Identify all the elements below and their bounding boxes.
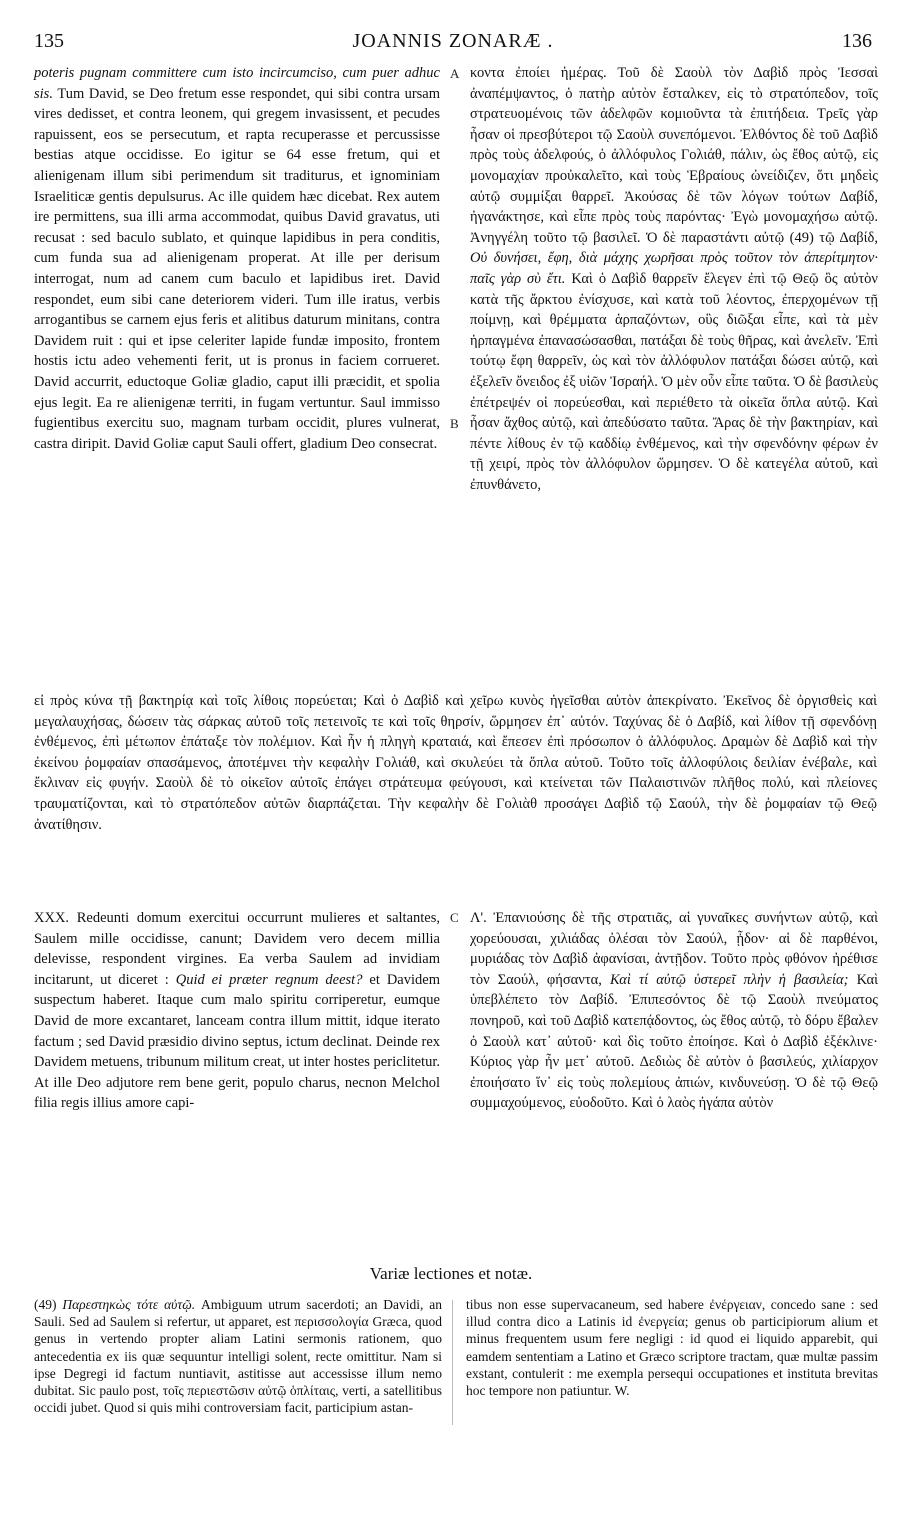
margin-marker-a: A	[450, 66, 460, 81]
note-left-text: Ambiguum utrum sacerdoti; an Davidi, an Sauli. Sed ad Saulem si refertur, ut apparet, est περισσολογία Græca, quod genus in vertendo propter aliam Latini sermonis rationem, quo antecedentia ex iis quæ sequuntur intelligi solent, recte omittitur. Nam si ipse Degregi id factum nuntiavit, astitisse aut accessisse illum nemo dubitat. Sic paulo post, τοῖς περιεστῶσιν αὐτῷ ὁπλίταις, verti, a satellitibus occidi jubet. Quod si quis mihi controversiam facit, participium astan-	[34, 1297, 442, 1416]
greek-top-text-a: κοντα ἐποίει ἡμέρας. Τοῦ δὲ Σαοὺλ τὸν Δαβὶδ πρὸς Ἰεσσαὶ ἀναπέμψαντος, ὁ πατὴρ αὐτὸν ἔσταλκεν, εἰς τὸ στρατόπεδον, τοῖς στρατευομένοις τῶν ἀδελφῶν κομιοῦντα τὰ ἐπιτήδεια. Τρεῖς γὰρ ἦσαν οἱ πρεσβύτεροι τῷ Σαοὺλ συνεπόμενοι. Ἐλθόντος δὲ τοῦ Δαβὶδ πρὸς τοὺς ἀδελφούς, ὁ ἀλλόφυλος Γολιάθ, πάλιν, ὡς ἔθος αὐτῷ, εἰς μονομαχίαν προὐκαλεῖτο, καὶ τοὺς Ἑβραίους ὠνείδιζεν, ὅτι μηδεὶς αὐτῷ συμμίξαι θαρρεῖ. Ἀκούσας δὲ τῶν λόγων τούτων Δαβίδ, ἠγανάκτησε, καὶ εἶπε πρὸς τοὺς παρόντας· Ἐγὼ μονομαχήσω αὐτῷ. Ἀνηγγέλη τοῦτο τῷ βασιλεῖ. Ὁ δὲ παραστάντι αὐτῷ (49) τῷ Δαβίδ,	[470, 65, 878, 246]
latin-bottom-quote: Quid ei præter regnum deest?	[175, 971, 363, 988]
margin-marker-c: C	[450, 910, 459, 925]
latin-bottom-text-a: XXX. Redeunti domum exercitui occurrunt mulieres et saltantes, Saulem mille occidisse, canunt; Davidem vero decem millia delevisse, respondent virgines. Ea verba Saulem ad invidiam incitarunt, ut diceret :	[34, 910, 440, 988]
latin-column-top	[34, 63, 440, 454]
greek-column-top	[470, 63, 878, 495]
page-number-left: 135	[34, 30, 64, 52]
greek-column-bottom	[470, 908, 878, 1114]
greek-bottom-quote: Καὶ τί αὐτῷ ὑστερεῖ πλὴν ἡ βασιλεία;	[609, 971, 849, 988]
note-number: (49)	[34, 1297, 63, 1312]
greek-bottom-text-a: Λ'. Ἐπανιούσης δὲ τῆς στρατιᾶς, αἱ γυναῖκες συνήντων αὐτῷ, καὶ χορεύουσαι, χιλιάδας ὀλέσαι τὸν Σαούλ, ᾖδον· αἱ δὲ παρθένοι, μυριάδας τὸν Δαβὶδ ἀφανίσαι, ἀντῇδον. Τοῦτο πρὸς φθόνον ἠρέθισε τὸν Σαούλ, φήσαντα,	[470, 910, 878, 988]
greek-full-text: εἰ πρὸς κύνα τῇ βακτηρίᾳ καὶ τοῖς λίθοις πορεύεται; Καὶ ὁ Δαβὶδ καὶ χεῖρω κυνὸς ἡγεῖσθαι αὐτὸν ἀπεκρίνατο. Ἐκεῖνος δὲ ὀργισθεὶς καὶ μεγαλαυχήσας, δώσειν τὰς σάρκας αὐτοῦ τοῖς πετεινοῖς τε καὶ τοῖς θηρσίν, ὥρμησεν ἐπ᾽ αὐτόν. Ταχύνας δὲ ὁ Δαβίδ, καὶ λίθον τῇ σφενδόνῃ ἐνθέμενος, ἐπὶ μέτωπον ἐπάταξε τὸν πολέμιον. Καὶ ἦν ἡ πληγὴ κραταιά, καὶ ἔπεσεν ἐπὶ πρόσωπον ὁ ἀλλόφυλος. Δραμὼν δὲ Δαβὶδ καὶ τὴν ἐκείνου ῥομφαίαν σπασάμενος, ἀποτέμνει τὴν κεφαλὴν Γολιάθ, καὶ σκυλεύει τὰ ὅπλα αὐτοῦ. Τοῦτο τοῖς ἀλλοφύλοις δειλίαν ἐνέβαλε, καὶ ἔκλιναν εἰς φυγήν. Σαοὺλ δὲ τὸ οἰκεῖον αὐτοῖς ἐπάγει στράτευμα φεύγουσι, καὶ κτείνεται τῶν Παλαιστινῶν πλῆθος πολύ, καὶ πλείονες τραυματίζονται, καὶ τὸ στρατόπεδον αὐτῶν διαρπάζεται. Τὴν κεφαλὴν δὲ Γολιὰθ προσάγει Δαβὶδ τῷ Σαούλ, τὴν δὲ ῥομφαίαν τῷ Θεῷ ἀνατίθησιν.	[34, 693, 877, 833]
running-header	[34, 30, 872, 56]
latin-column-bottom	[34, 908, 440, 1114]
margin-marker-b: B	[450, 416, 459, 431]
running-title: JOANNIS ZONARÆ .	[352, 30, 554, 52]
greek-top-quote: Οὐ δυνήσει, ἔφη, διὰ μάχης χωρῆσαι πρὸς τοῦτον τὸν ἀπερίτμητον· παῖς γὰρ σὺ ἔτι.	[470, 250, 878, 287]
notes-right-column	[466, 1296, 878, 1399]
notes-column-divider	[452, 1300, 453, 1425]
notes-left-column	[34, 1296, 442, 1416]
latin-top-text: Tum David, se Deo fretum esse respondet, qui sibi contra ursam vires dedisset, et contra leonem, qui gregem invasissent, et pecudes rapuissent, eos se persecutum, et rapta recuperasse et percussisse bestias atque occidisse. Eo igitur se 64 esse fretum, qui et alienigenam illum sibi perimendum sit traditurus, et ignominiam Israeliticæ gentis depulsurus. Ac ille quidem hæc dicebat. Rex autem ire permittens, sua illi arma accommodat, quibus David gravatus, uti recusat : sed baculo sublato, et quinque lapidibus in pera conditis, cum funda sua ad alienigenam properat. At ille per derisum interrogat, num ad canem cum baculo et lapidibus iret. David respondet, eum sibi cane deteriorem videri. Tum ille iratus, verbis arrogantibus se carnem ejus feris et alitibus daturum minitans, contra Davidem ruit : qui et ipse celeriter lapide fundæ imposito, frontem hostis ictu adeo vehementi ferit, ut is pronus in faciem corrueret. David accurrit, eductoque Goliæ gladio, caput illi præcidit, et spolia ejus legit. Ea re alienigenæ territi, in fugam vertuntur. Saul immisso fugientibus exercitu suo, magnam turbam occidit, plures vulnerat, castra diripit. David Goliæ caput Sauli offert, gladium Deo consecrat.	[34, 85, 440, 452]
page-number-right: 136	[842, 30, 872, 52]
note-lemma: Παρεστηκὼς τότε αὐτῷ.	[62, 1297, 196, 1312]
latin-bottom-text-b: et Davidem suspectum haberet. Itaque cum malo spiritu corriperetur, eumque David de more excantaret, lanceam contra illum mittit, idque iterato factum ; sed David præsidio divino septus, ictum declinat. Deinde rex Davidem metuens, tribunum militum creat, ut inter hostes periclitetur. At ille Deo adjutore rem bene gerit, populo charus, necnon Melchol filia regis illius amore capi-	[34, 971, 440, 1112]
latin-top-lead: poteris pugnam committere cum isto incircumciso, cum puer adhuc sis.	[34, 65, 440, 102]
note-right-text: tibus non esse supervacaneum, sed habere ἐνέργειαν, concedo sane : sed illud contra dico a Latinis id ἐνεργεία; genus ob participiorum alium et minus frequentem usum fere negligi : id quod ei liquido apparebit, qui eamdem sententiam a Latino et Græco scriptore tractam, quæ multæ passim exstant, contulerit : me exempla persequi occupationes et instituta brevitas hoc tempore non patiuntur. W.	[466, 1297, 878, 1399]
notes-heading: Variæ lectiones et notæ.	[369, 1264, 533, 1283]
greek-top-text-b: Καὶ ὁ Δαβὶδ θαρρεῖν ἔλεγεν ἐπὶ τῷ Θεῷ ὃς αὐτὸν κατὰ τῆς ἄρκτου ἐνίσχυσε, καὶ κατὰ τοῦ λέοντος, ἐπερχομένων τῇ ποίμνῃ, καὶ θρέμματα ἁρπαζόντων, οὓς διῶξαι εἶπε, καὶ τὰ μὲν ἡρπαγμένα ἐπανασώσασθαι, πατάξαι δὲ τοὺς θῆρας, καὶ ἀνελεῖν. Ἐπὶ τούτῳ ἔφη θαρρεῖν, ὡς καὶ τὸν ἀλλόφυλον πατάξαι δώσει αὐτῷ, καὶ ἐξελεῖν ὄνειδος ἐξ υἱῶν Ἰσραήλ. Ὁ μὲν οὖν εἶπε ταῦτα. Ὁ δὲ βασιλεὺς ἐπέτρεψέν οἱ πορεύεσθαι, καὶ περιέθετο τὰ οἰκεῖα ὅπλα αὐτῷ. Καὶ ἦσαν ἄχθος αὐτῷ, καὶ ἀπεδύσατο ταῦτα. Ἄρας δὲ τὴν βακτηρίαν, καὶ πέντε λίθους ἐν τῷ καδδίῳ ἐνθέμενος, καὶ τὴν σφενδόνην φέρων ἐν τῇ χειρί, πρὸς τὸν ἀλλόφυλον ὥρμησεν. Ὁ δὲ κατεγέλα αὐτοῦ, καὶ ἐπυνθάνετο,	[470, 270, 878, 493]
greek-full-width	[34, 691, 877, 835]
greek-bottom-text-b: Καὶ ὑπεβλέπετο τὸν Δαβίδ. Ἐπιπεσόντος δὲ τῷ Σαοὺλ πνεύματος πονηροῦ, καὶ τοῦ Δαβὶδ κατεπᾴδοντος, ὡς ἔθος αὐτῷ, τὸ δόρυ ἔβαλεν ὁ Σαοὺλ κατ᾽ αὐτοῦ· καὶ δὶς τοῦτο ἐποίησε. Καὶ ὁ Δαβὶδ ἐξέκλινε· Κύριος γὰρ ἦν μετ᾽ αὐτοῦ. Δεδιὼς δὲ αὐτὸν ὁ βασιλεύς, χιλίαρχον ἐποιήσατο ἵν᾽ εἰς τοὺς πολεμίους ἀπιών, κινδυνεύσῃ. Ὁ δὲ τῷ Θεῷ συμμαχούμενος, εὐοδοῦτο. Καὶ ὁ λαὸς ἠγάπα αὐτὸν	[470, 971, 879, 1112]
